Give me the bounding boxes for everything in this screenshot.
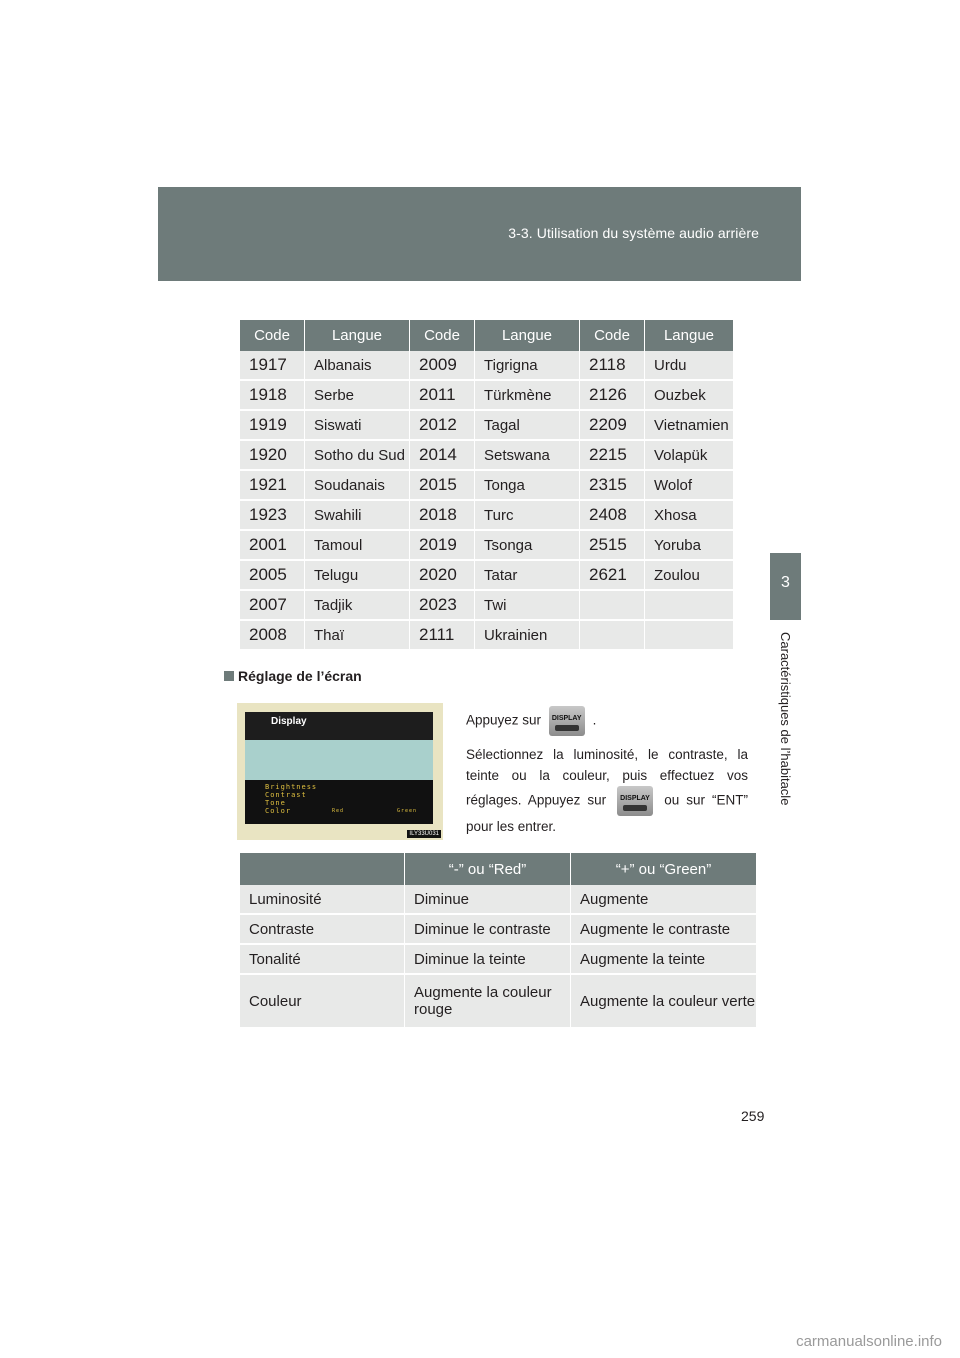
language-cell: Zoulou [645,560,734,590]
language-cell: Albanais [305,351,410,380]
code-cell: 2215 [580,440,645,470]
code-cell: 2019 [410,530,475,560]
setting-effect-cell: Diminue [405,885,571,914]
chapter-number-tab: 3 [770,553,801,620]
language-cell: Tonga [475,470,580,500]
setting-effect-cell: Diminue le contraste [405,914,571,944]
display-screenshot [237,703,443,840]
setting-effect-cell: Augmente la couleur rouge [405,974,571,1028]
chapter-side-label: Caractéristiques de l’habitacle [778,632,793,806]
language-cell: Soudanais [305,470,410,500]
screen-row-label: Color [265,807,292,815]
code-cell: 2001 [240,530,305,560]
settings-table [240,853,757,1029]
column-header: “+” ou “Green” [571,853,757,885]
language-cell: Urdu [645,351,734,380]
code-cell: 2515 [580,530,645,560]
instruction-paragraph [466,744,748,837]
language-cell: Twi [475,590,580,620]
code-cell: 1918 [240,380,305,410]
language-cell: Ouzbek [645,380,734,410]
code-cell: 2007 [240,590,305,620]
code-cell: 1921 [240,470,305,500]
code-cell: 2209 [580,410,645,440]
code-cell: 2011 [410,380,475,410]
language-cell: Siswati [305,410,410,440]
setting-effect-cell: Augmente la couleur verte [571,974,757,1028]
table-row [240,885,757,914]
setting-effect-cell: Augmente la teinte [571,944,757,974]
table-row [240,470,734,500]
language-cell: Yoruba [645,530,734,560]
table-header-row [240,320,734,351]
language-cell: Türkmène [475,380,580,410]
language-cell: Sotho du Sud [305,440,410,470]
code-cell: 2015 [410,470,475,500]
language-cell [645,620,734,650]
code-cell: 2118 [580,351,645,380]
column-header: Code [410,320,475,351]
column-header [240,853,405,885]
code-cell: 2009 [410,351,475,380]
language-cell: Wolof [645,470,734,500]
display-button-label: DISPLAY [551,715,582,722]
language-code-table [240,320,734,651]
table-row [240,410,734,440]
table-row [240,500,734,530]
column-header: Langue [475,320,580,351]
setting-effect-cell: Diminue la teinte [405,944,571,974]
table-header-row [240,853,757,885]
table-row [240,560,734,590]
instruction-paragraph [466,706,748,736]
instruction-text: Appuyez sur [466,712,542,728]
screen-title: Display [271,716,307,727]
setting-name-cell: Tonalité [240,944,405,974]
code-cell: 2020 [410,560,475,590]
code-cell: 2621 [580,560,645,590]
code-cell [580,590,645,620]
table-row [240,974,757,1028]
code-cell: 2018 [410,500,475,530]
section-title-text: Réglage de l’écran [238,668,362,684]
display-button-icon [549,706,585,736]
language-cell: Ukrainien [475,620,580,650]
instruction-text: Sélectionnez la luminosité, le contraste, la teinte ou la couleur, puis effectuez vos réglages. Appuyez sur [466,747,748,808]
code-cell: 2408 [580,500,645,530]
language-cell: Telugu [305,560,410,590]
screen-row-label: Contrast [265,791,307,799]
code-cell: 1917 [240,351,305,380]
language-cell: Tatar [475,560,580,590]
column-header: “-” ou “Red” [405,853,571,885]
language-cell: Tigrigna [475,351,580,380]
setting-effect-cell: Augmente [571,885,757,914]
language-cell: Tamoul [305,530,410,560]
table-row [240,351,734,380]
table-row [240,914,757,944]
code-cell [580,620,645,650]
language-cell: Swahili [305,500,410,530]
code-cell: 2126 [580,380,645,410]
code-cell: 2111 [410,620,475,650]
language-cell: Volapük [645,440,734,470]
code-cell: 1920 [240,440,305,470]
instruction-text: . [592,712,597,728]
code-cell: 2014 [410,440,475,470]
language-cell: Setswana [475,440,580,470]
instruction-text: ou sur “ENT” pour les entrer. [466,792,748,834]
language-cell: Tsonga [475,530,580,560]
language-cell: Tagal [475,410,580,440]
setting-name-cell: Couleur [240,974,405,1028]
image-code: ILY33U031 [409,831,439,837]
code-cell: 2315 [580,470,645,500]
language-cell [645,590,734,620]
code-cell: 2012 [410,410,475,440]
language-cell: Thaï [305,620,410,650]
setting-effect-cell: Augmente le contraste [571,914,757,944]
table-row [240,530,734,560]
column-header: Langue [305,320,410,351]
chapter-title: 3-3. Utilisation du système audio arrière [508,225,759,241]
code-cell: 1923 [240,500,305,530]
instructions [466,706,748,845]
language-cell: Xhosa [645,500,734,530]
language-cell: Vietnamien [645,410,734,440]
screen-row-label: Tone [265,799,286,807]
code-cell: 1919 [240,410,305,440]
display-button-label: DISPLAY [620,795,650,802]
language-cell: Serbe [305,380,410,410]
display-button-icon [617,786,653,816]
table-row [240,944,757,974]
screen-green-label: Green [397,808,418,814]
setting-name-cell: Luminosité [240,885,405,914]
screen-row-label: Brightness [265,783,318,791]
square-bullet-icon [224,671,234,681]
code-cell: 2008 [240,620,305,650]
table-row [240,380,734,410]
screen-red-label: Red [332,808,345,814]
table-row [240,590,734,620]
table-row [240,620,734,650]
code-cell: 2023 [410,590,475,620]
language-cell: Tadjik [305,590,410,620]
column-header: Langue [645,320,734,351]
watermark: carmanualsonline.info [796,1333,942,1350]
section-title [224,668,362,684]
language-cell: Turc [475,500,580,530]
page-number: 259 [741,1108,765,1124]
table-row [240,440,734,470]
column-header: Code [240,320,305,351]
column-header: Code [580,320,645,351]
chapter-header [158,187,801,281]
setting-name-cell: Contraste [240,914,405,944]
code-cell: 2005 [240,560,305,590]
